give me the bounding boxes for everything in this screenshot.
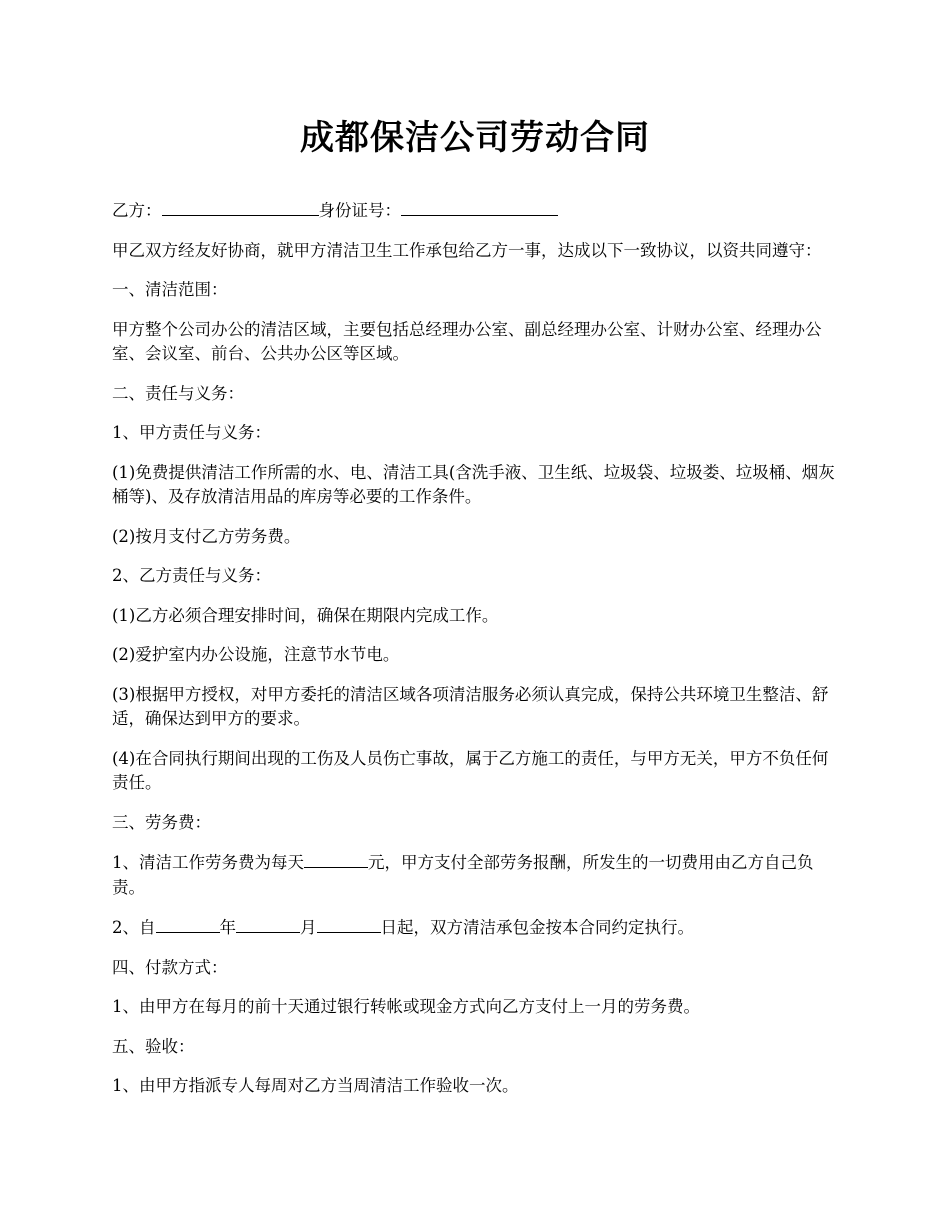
month-blank — [236, 915, 300, 933]
year-label: 年 — [219, 918, 236, 937]
party-a-duty-2: (2)按月支付乙方劳务费。 — [112, 526, 301, 546]
section-4-heading: 四、付款方式： — [112, 957, 228, 977]
section-3-heading: 三、劳务费： — [112, 812, 211, 832]
party-b-name-blank — [162, 198, 319, 216]
party-b-label: 乙方： — [112, 201, 162, 220]
section-5-heading: 五、验收： — [112, 1036, 195, 1056]
party-a-duties-heading: 1、甲方责任与义务： — [112, 423, 271, 442]
section-1-text: 甲方整个公司办公的清洁区域，主要包括总经理办公室、副总经理办公室、计财办公室、经理办公室、会议室、前台、公共办公区等区域。 — [112, 319, 822, 363]
document-title: 成都保洁公司劳动合同 — [300, 118, 650, 158]
month-label: 月 — [300, 918, 317, 937]
section-1-heading: 一、清洁范围： — [112, 280, 228, 299]
id-number-label: 身份证号： — [318, 201, 401, 220]
party-a-duty-1: (1)免费提供清洁工作所需的水、电、清洁工具(含洗手液、卫生纸、垃圾袋、垃圾娄、垃圾桶、烟灰桶等)、及存放清洁用品的库房等必要的工作条件。 — [112, 462, 835, 506]
fee-clause-1 — [112, 850, 838, 900]
intro-paragraph: 甲乙双方经友好协商，就甲方清洁卫生工作承包给乙方一事，达成以下一致协议，以资共同遵守： — [112, 240, 822, 260]
day-blank — [317, 915, 381, 933]
year-blank — [156, 915, 220, 933]
party-b-duty-1: (1)乙方必须合理安排时间，确保在期限内完成工作。 — [112, 605, 499, 625]
party-b-duty-3: (3)根据甲方授权，对甲方委托的清洁区域各项清洁服务必须认真完成，保持公共环境卫生整洁、舒适，确保达到甲方的要求。 — [112, 684, 829, 728]
fee-clause-2 — [112, 915, 838, 941]
payment-clause-1: 1、由甲方在每月的前十天通过银行转帐或现金方式向乙方支付上一月的劳务费。 — [112, 997, 700, 1016]
party-b-duty-4: (4)在合同执行期间出现的工伤及人员伤亡事故，属于乙方施工的责任，与甲方无关，甲方不负任何责任。 — [112, 748, 829, 792]
party-b-duty-2: (2)爱护室内办公设施，注意节水节电。 — [112, 645, 400, 664]
fee-clause-1-before: 1、清洁工作劳务费为每天 — [112, 853, 304, 872]
id-number-blank — [401, 198, 558, 216]
fee-clause-2-suffix: 日起，双方清洁承包金按本合同约定执行。 — [380, 918, 694, 937]
acceptance-clause-1: 1、由甲方指派专人每周对乙方当周清洁工作验收一次。 — [112, 1076, 519, 1095]
fee-clause-2-prefix: 2、自 — [112, 918, 156, 937]
section-2-heading: 二、责任与义务： — [112, 383, 244, 403]
party-b-duties-heading: 2、乙方责任与义务： — [112, 566, 271, 585]
fee-clause-1-after: 元，甲方支付全部劳务报酬，所发生的一切费用由乙方自己负责。 — [112, 853, 814, 897]
party-line — [112, 198, 838, 224]
daily-fee-blank — [304, 850, 368, 868]
